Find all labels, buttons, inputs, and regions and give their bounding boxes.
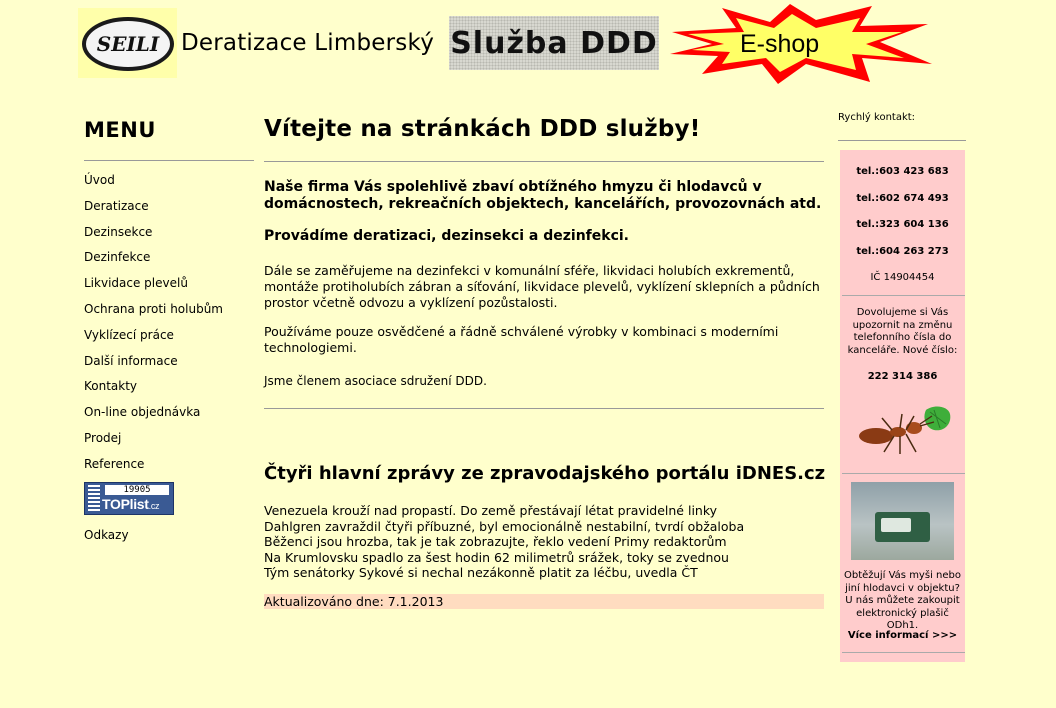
- toplist-badge[interactable]: [84, 482, 174, 515]
- toplist-bar-icon: [88, 485, 100, 511]
- menu-item-dezinfekce[interactable]: Dezinfekce: [84, 250, 151, 265]
- main-menu: [84, 118, 254, 542]
- page-header: [78, 8, 938, 80]
- phone-number: tel.:602 674 493: [856, 192, 949, 204]
- phone-number: tel.:323 604 136: [856, 219, 949, 230]
- intro-paragraph-5: Jsme členem asociace sdružení DDD.: [264, 374, 487, 388]
- phone-change-notice: Dovolujeme si Vás upozornit na změnu telefonního čísla do kanceláře. Nové číslo:: [847, 307, 958, 356]
- service-banner-text: Služba DDD: [450, 26, 658, 61]
- menu-item-dezinsekce[interactable]: Dezinsekce: [84, 224, 153, 239]
- news-item[interactable]: Běženci jsou hrozba, tak je tak zobrazujte, řeklo vedení Primy redaktorům: [264, 534, 727, 549]
- menu-list: [84, 172, 223, 482]
- service-banner: [449, 16, 659, 70]
- sidebar-section-divider: [842, 295, 965, 296]
- product-photo: [851, 482, 954, 560]
- main-content: [264, 116, 826, 609]
- new-phone-number: 222 314 386: [867, 371, 938, 382]
- company-id: IČ 14904454: [870, 272, 935, 283]
- contact-box: [840, 150, 965, 662]
- news-title: Čtyři hlavní zprávy ze zpravodajského portálu iDNES.cz: [264, 463, 826, 484]
- menu-item-ochrana-proti-holubum[interactable]: Ochrana proti holubům: [84, 301, 223, 316]
- intro-paragraph-2: Provádíme deratizaci, dezinsekci a dezinfekci.: [264, 228, 629, 244]
- menu-item-odkazy[interactable]: Odkazy: [84, 528, 129, 542]
- menu-item-deratizace[interactable]: Deratizace: [84, 198, 149, 213]
- seili-logo-text: SEILI: [96, 32, 160, 56]
- toplist-name-text: TOPlist: [102, 496, 149, 512]
- intro-paragraph-4: Používáme pouze osvědčené a řádně schválené výrobky v kombinaci s moderními technologiemi.: [264, 324, 779, 355]
- page-title: Vítejte na stránkách DDD služby!: [264, 116, 701, 142]
- sidebar-section-divider: [842, 473, 965, 474]
- menu-item-likvidace-plevelu[interactable]: Likvidace plevelů: [84, 276, 188, 291]
- menu-item-prodej[interactable]: Prodej: [84, 430, 122, 445]
- menu-item-kontakty[interactable]: Kontakty: [84, 379, 138, 394]
- sidebar-divider: [838, 140, 966, 141]
- menu-item-dalsi-informace[interactable]: Další informace: [84, 353, 178, 368]
- menu-item-vyklizeci-prace[interactable]: Vyklízecí práce: [84, 327, 174, 342]
- menu-divider: [84, 160, 254, 161]
- news-item[interactable]: Tým senátorky Sykové si nechal nezákonně platit za léčbu, uvedla ČT: [264, 565, 698, 580]
- eshop-label: E-shop: [740, 30, 820, 58]
- toplist-suffix: .cz: [148, 501, 160, 511]
- quick-contact-sidebar: [838, 112, 968, 641]
- menu-item-reference[interactable]: Reference: [84, 456, 145, 471]
- company-name: Deratizace Limberský: [181, 30, 435, 56]
- toplist-name: [102, 496, 159, 512]
- more-info-link[interactable]: Více informací >>>: [847, 630, 958, 641]
- phone-number: tel.:603 423 683: [856, 166, 949, 177]
- menu-title: MENU: [84, 118, 156, 142]
- menu-item-online-objednavka[interactable]: On-line objednávka: [84, 405, 201, 420]
- news-item[interactable]: Venezuela krouží nad propastí. Do země přestávají létat pravidelné linky: [264, 503, 718, 518]
- seili-logo-graphic: [78, 8, 177, 78]
- intro-paragraph-3: Dále se zaměřujeme na dezinfekci v komunální sféře, likvidaci holubích exkrementů, montáže protiholubích zábran a síťování, likvidace plevelů, vyklízení sklepních a půdních prostor včetně odvozu a vyklízení pozůstalosti.: [264, 263, 820, 310]
- menu-item-uvod[interactable]: Úvod: [84, 173, 115, 187]
- ant-icon: [854, 402, 954, 462]
- content-divider: [264, 408, 824, 409]
- phone-list: [840, 166, 965, 272]
- news-item[interactable]: Na Krumlovsku spadlo za šest hodin 62 milimetrů srážek, toky se zvednou: [264, 549, 729, 565]
- product-description: Obtěžují Vás myši nebo jiní hlodavci v objektu? U nás můžete zakoupit elektronický plašič ODh1.: [844, 570, 961, 631]
- toplist-count: 19905: [105, 485, 169, 495]
- intro-paragraph-1: Naše firma Vás spolehlivě zbaví obtížného hmyzu či hlodavců v domácnostech, rekreačních objektech, kancelářích, provozovnách atd.: [264, 179, 822, 212]
- sidebar-bottom-divider: [842, 652, 965, 653]
- quick-contact-label: Rychlý kontakt:: [838, 112, 916, 123]
- seili-logo[interactable]: [78, 8, 177, 78]
- news-list: [264, 503, 744, 581]
- last-updated: Aktualizováno dne: 7.1.2013: [264, 594, 824, 609]
- repeller-device-image: [875, 512, 930, 542]
- phone-number: tel.:604 263 273: [856, 245, 949, 257]
- news-item[interactable]: Dahlgren zavraždil čtyři příbuzné, byl emocionálně nestabilní, tvrdí obžaloba: [264, 518, 745, 534]
- title-divider: [264, 161, 824, 162]
